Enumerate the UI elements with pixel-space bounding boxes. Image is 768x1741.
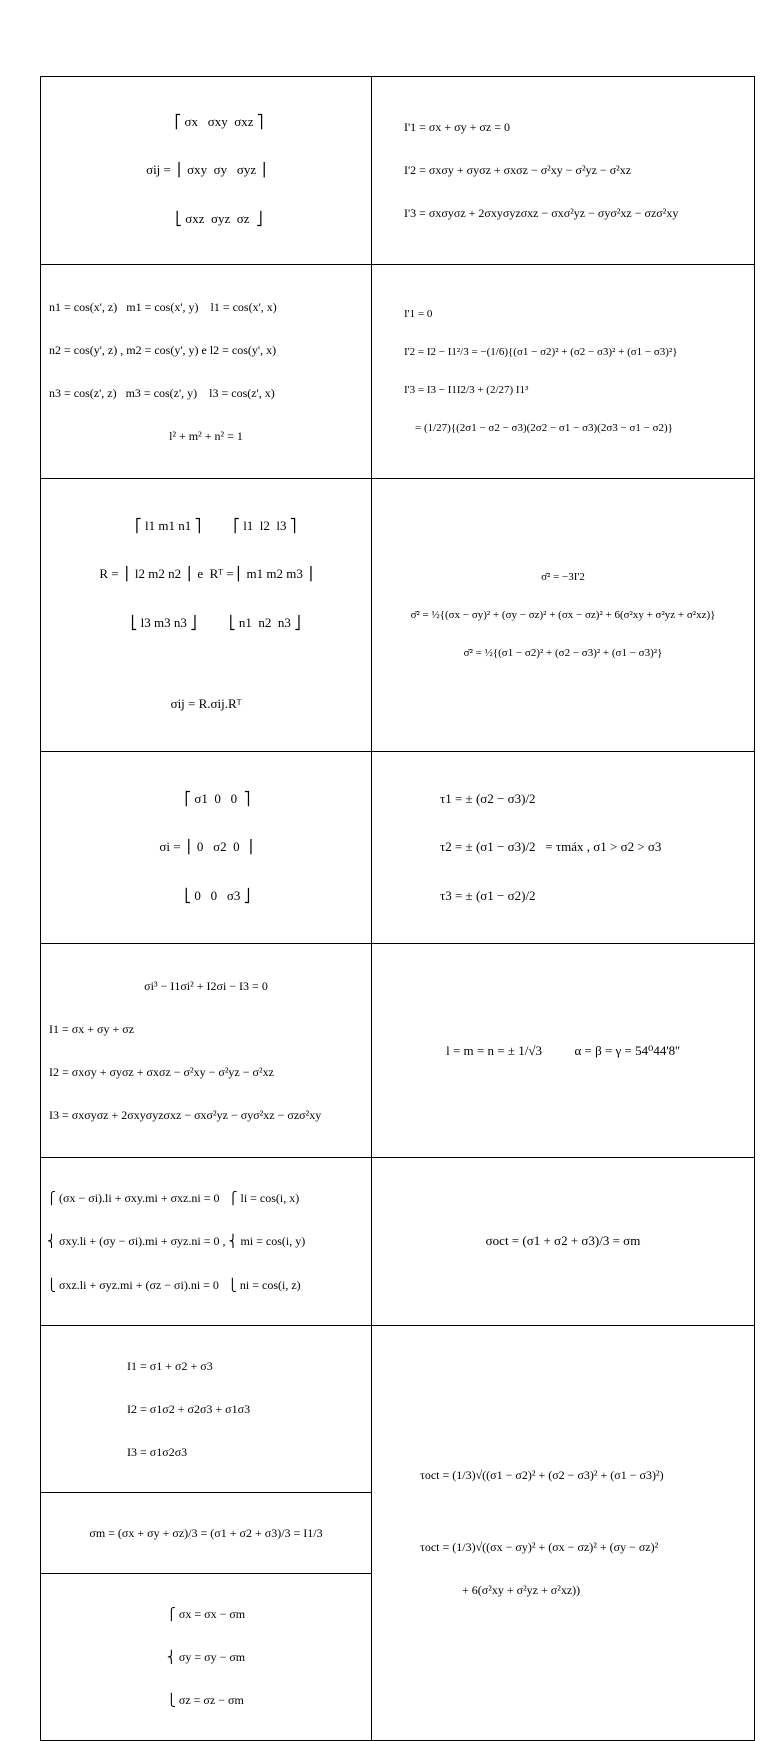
invariants-block bbox=[41, 1326, 371, 1493]
table-row bbox=[41, 77, 755, 265]
formula-line: I'3 = σxσyσz + 2σxyσyzσxz − σxσ²yz − σyσ²xz − σzσ²xy bbox=[404, 206, 679, 221]
formula-line: = (1/27){(2σ1 − σ2 − σ3)(2σ2 − σ1 − σ3)(2σ3 − σ1 − σ2)} bbox=[404, 422, 673, 435]
formula-line: ⎧ (σx − σi).li + σxy.mi + σxz.ni = 0 ⎧ li = cos(i, x) bbox=[47, 1191, 300, 1206]
row2-left-cell bbox=[41, 264, 372, 478]
formula-line: τoct = (1/3)√((σ1 − σ2)² + (σ2 − σ3)² + (σ1 − σ3)²) bbox=[420, 1468, 664, 1483]
formula-line: σij = ⎢ σxy σy σyz ⎥ bbox=[146, 162, 266, 178]
row3-right-formula bbox=[378, 546, 748, 685]
formula-line: I'1 = 0 bbox=[404, 308, 433, 321]
formula-line: σ̄² = −3I'2 bbox=[541, 570, 585, 583]
row7-left-split bbox=[41, 1326, 371, 1741]
row1-left-cell bbox=[41, 77, 372, 265]
row5-right-formula bbox=[380, 1010, 746, 1091]
row1-right-formula bbox=[378, 91, 748, 249]
formula-line: τoct = (1/3)√((σx − σy)² + (σx − σz)² + (σy − σz)² bbox=[420, 1540, 659, 1555]
formula-line: ⎩ σxz.li + σyz.mi + (σz − σi).ni = 0 ⎩ ni = cos(i, z) bbox=[47, 1277, 301, 1292]
table-row bbox=[41, 479, 755, 752]
row7-right-cell bbox=[372, 1325, 755, 1741]
formula-line: ⎡ l1 m1 n1 ⎤ ⎡ l1 l2 l3 ⎤ bbox=[115, 517, 297, 533]
formula-line: I'1 = σx + σy + σz = 0 bbox=[404, 120, 510, 134]
formula-line: ⎨ σxy.li + (σy − σi).mi + σyz.ni = 0 , ⎨ mi = cos(i, y) bbox=[47, 1234, 306, 1249]
formula-line: n3 = cos(z', z) m3 = cos(z', y) l3 = cos(z', x) bbox=[49, 385, 275, 400]
formula-line: ⎣ 0 0 σ3 ⎦ bbox=[161, 888, 251, 904]
row4-left-cell bbox=[41, 752, 372, 944]
formula-line: ⎣ σxz σyz σz ⎦ bbox=[149, 211, 263, 226]
row5-left-formula bbox=[49, 950, 363, 1151]
formula-line: σi = ⎢ 0 σ2 0 ⎥ bbox=[159, 839, 253, 855]
formula-table bbox=[40, 76, 755, 1741]
row6-right-formula bbox=[380, 1201, 746, 1282]
formula-line: σ̄² = ½{(σ1 − σ2)² + (σ2 − σ3)² + (σ1 − σ3)²} bbox=[463, 646, 663, 659]
row4-right-formula bbox=[380, 758, 746, 937]
table-row bbox=[41, 943, 755, 1157]
row7-left-cell bbox=[41, 1325, 372, 1741]
formula-line: I'2 = I2 − I1²/3 = −(1/6){(σ1 − σ2)² + (σ2 − σ3)² + (σ1 − σ3)²} bbox=[404, 346, 678, 359]
row5-right-cell bbox=[372, 943, 755, 1157]
formula-line: τ2 = ± (σ1 − σ3)/2 = τmáx , σ1 > σ2 > σ3 bbox=[440, 839, 662, 855]
row3-left-cell bbox=[41, 479, 372, 752]
row3-left-formula bbox=[49, 485, 363, 745]
mean-stress-block bbox=[41, 1493, 371, 1574]
formula-line: ⎨ σy = σy − σm bbox=[166, 1649, 246, 1664]
formula-line: ⎣ l3 m3 n3 ⎦ ⎣ n1 n2 n3 ⎦ bbox=[111, 615, 301, 631]
formula-line: σij = R.σij.Rᵀ bbox=[170, 696, 242, 712]
formula-line: I3 = σxσyσz + 2σxyσyzσxz − σxσ²yz − σyσ²xz − σzσ²xy bbox=[49, 1108, 322, 1123]
formula-line: n2 = cos(y', z) , m2 = cos(y', y) e l2 = cos(y', x) bbox=[49, 342, 277, 357]
table-row bbox=[41, 1158, 755, 1325]
table-row bbox=[41, 1325, 755, 1741]
row4-right-cell bbox=[372, 752, 755, 944]
row2-left-formula bbox=[49, 271, 363, 472]
formula-line: ⎡ σx σxy σxz ⎤ bbox=[148, 113, 264, 129]
invariants-formula bbox=[47, 1330, 365, 1488]
row6-left-cell bbox=[41, 1158, 372, 1325]
formula-line: I'3 = I3 − I1I2/3 + (2/27) I1³ bbox=[404, 384, 529, 397]
row3-right-cell bbox=[372, 479, 755, 752]
formula-line: τ3 = ± (σ1 − σ2)/2 bbox=[440, 888, 536, 904]
deviatoric-formula bbox=[167, 1578, 245, 1736]
formula-line: l = m = n = ± 1/√3 α = β = γ = 54⁰44'8'' bbox=[446, 1042, 680, 1058]
formula-line: ⎧ σx = σx − σm bbox=[166, 1606, 246, 1621]
table-row bbox=[41, 264, 755, 478]
row2-right-formula bbox=[378, 283, 748, 460]
formula-line: ⎩ σz = σz − σm bbox=[166, 1693, 244, 1708]
row7-right-formula bbox=[380, 1439, 746, 1626]
formula-line: I3 = σ1σ2σ3 bbox=[127, 1444, 188, 1459]
row2-right-cell bbox=[372, 264, 755, 478]
row4-left-formula bbox=[49, 758, 363, 937]
row5-left-cell bbox=[41, 943, 372, 1157]
formula-line: R = ⎢ l2 m2 n2 ⎥ e Rᵀ = ⎢ m1 m2 m3 ⎥ bbox=[99, 566, 313, 582]
formula-line: τ1 = ± (σ2 − σ3)/2 bbox=[440, 790, 536, 806]
formula-line: I'2 = σxσy + σyσz + σxσz − σ²xy − σ²yz − σ²xz bbox=[404, 163, 632, 178]
formula-line: I2 = σ1σ2 + σ2σ3 + σ1σ3 bbox=[127, 1401, 251, 1416]
row6-right-cell bbox=[372, 1158, 755, 1325]
formula-line: l² + m² + n² = 1 bbox=[169, 429, 243, 444]
formula-sheet bbox=[40, 76, 728, 1708]
formula-line: ⎡ σ1 0 0 ⎤ bbox=[161, 790, 251, 806]
deviatoric-block bbox=[41, 1574, 371, 1740]
formula-line: I1 = σx + σy + σz bbox=[49, 1021, 135, 1036]
formula-line: σ̄² = ½{(σx − σy)² + (σy − σz)² + (σx − σz)² + 6(σ²xy + σ²yz + σ²xz)} bbox=[410, 608, 716, 621]
formula-line: I1 = σ1 + σ2 + σ3 bbox=[127, 1358, 213, 1373]
formula-line: I2 = σxσy + σyσz + σxσz − σ²xy − σ²yz − σ²xz bbox=[49, 1065, 274, 1080]
formula-line: σi³ − I1σi² + I2σi − I3 = 0 bbox=[144, 978, 268, 993]
table-row bbox=[41, 752, 755, 944]
row6-left-formula bbox=[47, 1162, 365, 1320]
formula-line: n1 = cos(x', z) m1 = cos(x', y) l1 = cos(x', x) bbox=[49, 299, 277, 314]
row1-right-cell bbox=[372, 77, 755, 265]
mean-stress-formula bbox=[47, 1497, 365, 1569]
formula-line: + 6(σ²xy + σ²yz + σ²xz)) bbox=[420, 1583, 581, 1598]
row1-left-formula bbox=[47, 81, 365, 260]
formula-line: σoct = (σ1 + σ2 + σ3)/3 = σm bbox=[485, 1233, 641, 1249]
formula-line: σm = (σx + σy + σz)/3 = (σ1 + σ2 + σ3)/3 = I1/3 bbox=[89, 1525, 323, 1540]
